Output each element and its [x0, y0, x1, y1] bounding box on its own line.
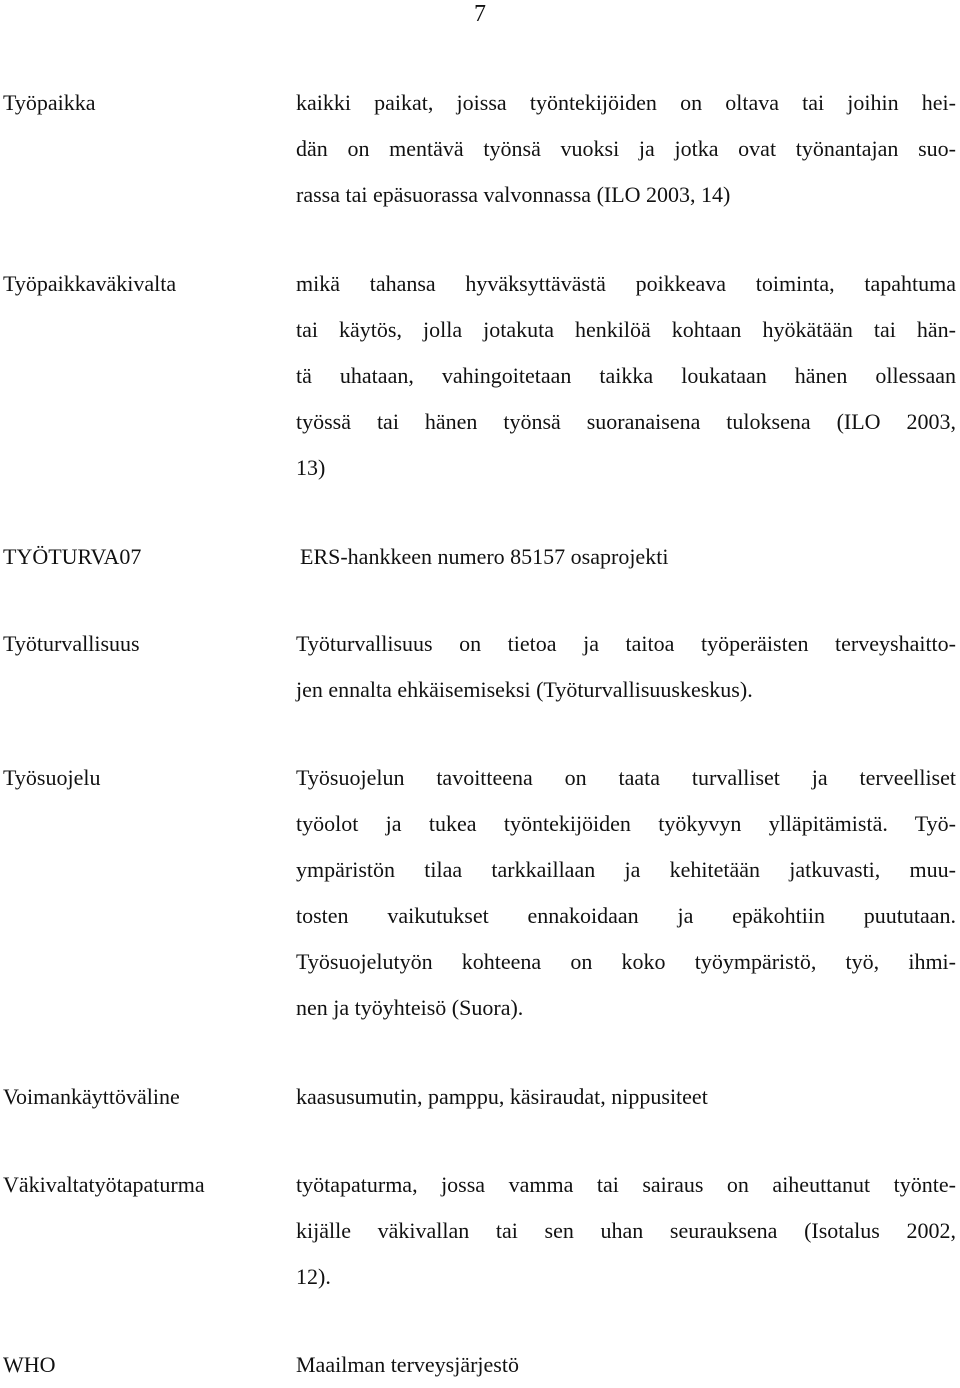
definition-line: tai käytös, jolla jotakuta henkilöä kohtaan hyökätään tai hän- [296, 317, 956, 342]
definition-line: työssä tai hänen työnsä suoranaisena tuloksena (ILO 2003, [296, 409, 956, 434]
glossary-definition [300, 534, 960, 580]
glossary-term: TYÖTURVA07 [3, 544, 142, 569]
glossary-definition [296, 1162, 956, 1300]
glossary-definition [296, 621, 956, 713]
glossary-definition [296, 1342, 956, 1388]
definition-line: jen ennalta ehkäisemiseksi (Työturvallisuuskeskus). [296, 677, 753, 702]
glossary-term: Väkivaltatyötapaturma [3, 1172, 205, 1197]
definition-line: ERS-hankkeen numero 85157 osaprojekti [300, 544, 669, 569]
definition-line: Työturvallisuus on tietoa ja taitoa työperäisten terveyshaitto- [296, 631, 956, 656]
definition-line: ympäristön tilaa tarkkaillaan ja kehitetään jatkuvasti, muu- [296, 857, 956, 882]
definition-line: työolot ja tukea työntekijöiden työkyvyn ylläpitämistä. Työ- [296, 811, 956, 836]
definition-line: dän on mentävä työnsä vuoksi ja jotka ovat työnantajan suo- [296, 136, 956, 161]
glossary-term: Voimankäyttöväline [3, 1084, 180, 1109]
glossary-term: WHO [3, 1352, 56, 1377]
glossary-definition [296, 80, 956, 218]
glossary-definition [296, 261, 956, 491]
page-number: 7 [474, 1, 486, 27]
definition-line: mikä tahansa hyväksyttävästä poikkeava toiminta, tapahtuma [296, 271, 956, 296]
glossary-term: Työturvallisuus [3, 631, 140, 656]
definition-line: kijälle väkivallan tai sen uhan seurauksena (Isotalus 2002, [296, 1218, 956, 1243]
definition-line: Työsuojelun tavoitteena on taata turvalliset ja terveelliset [296, 765, 956, 790]
definition-line: kaasusumutin, pamppu, käsiraudat, nippusiteet [296, 1084, 708, 1109]
definition-line: 13) [296, 455, 326, 480]
definition-line: kaikki paikat, joissa työntekijöiden on oltava tai joihin hei- [296, 90, 956, 115]
definition-line: työtapaturma, jossa vamma tai sairaus on aiheuttanut työnte- [296, 1172, 956, 1197]
definition-line: Työsuojelutyön kohteena on koko työympäristö, työ, ihmi- [296, 949, 956, 974]
definition-line: Maailman terveysjärjestö [296, 1352, 519, 1377]
glossary-definition [296, 755, 956, 1031]
definition-line: nen ja työyhteisö (Suora). [296, 995, 524, 1020]
glossary-term: Työpaikka [3, 90, 96, 115]
definition-line: tä uhataan, vahingoitetaan taikka loukataan hänen ollessaan [296, 363, 956, 388]
definition-line: rassa tai epäsuorassa valvonnassa (ILO 2003, 14) [296, 182, 731, 207]
definition-line: 12). [296, 1264, 331, 1289]
glossary-term: Työsuojelu [3, 765, 101, 790]
glossary-definition [296, 1074, 956, 1120]
definition-line: tosten vaikutukset ennakoidaan ja epäkohtiin puututaan. [296, 903, 956, 928]
glossary-term: Työpaikkaväkivalta [3, 271, 177, 296]
